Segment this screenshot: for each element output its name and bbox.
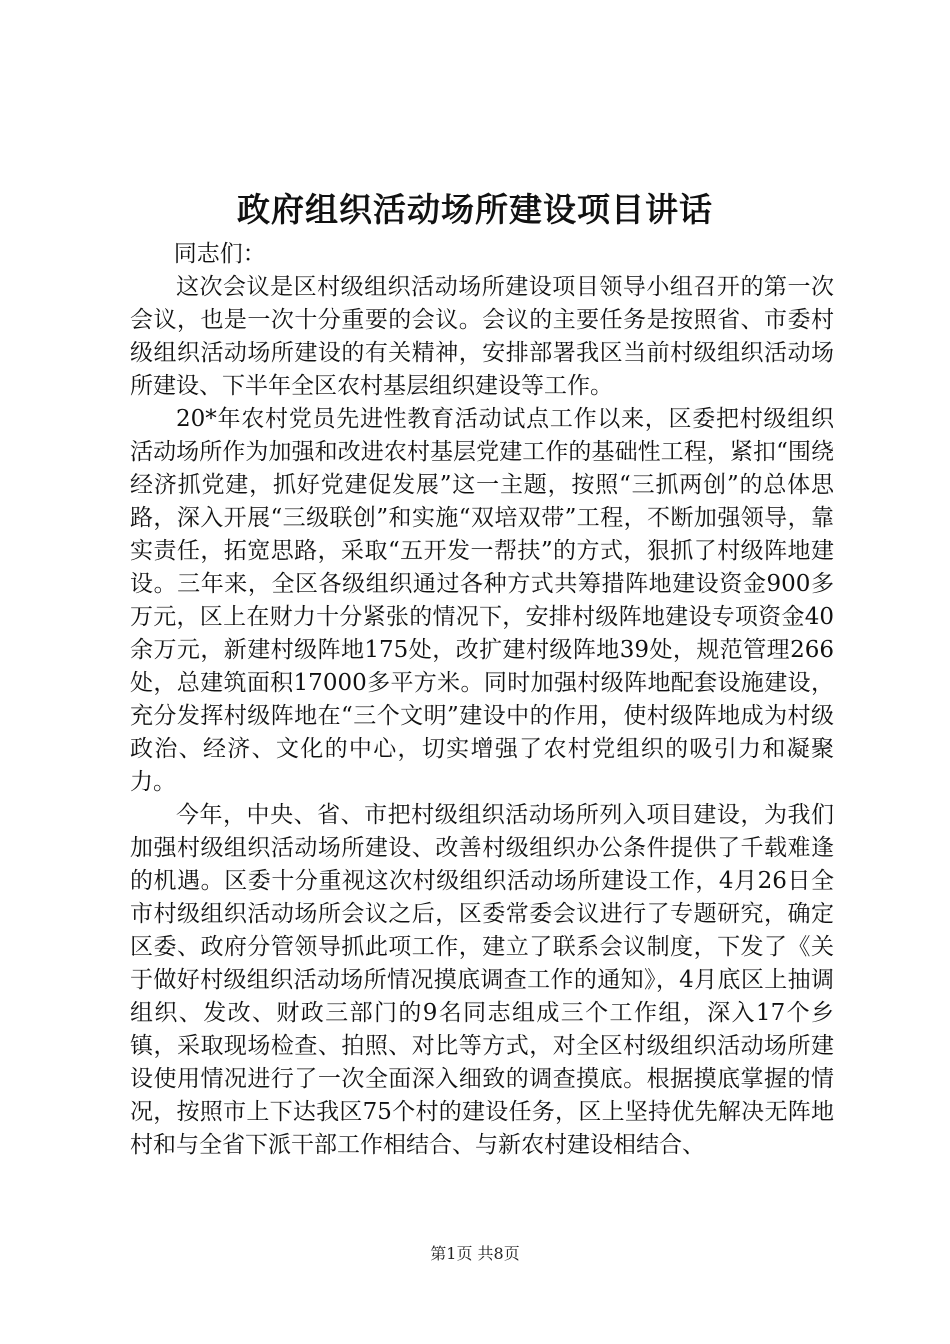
- paragraph-1: 这次会议是区村级组织活动场所建设项目领导小组召开的第一次会议，也是一次十分重要的会议。会议的主要任务是按照省、市委村级组织活动场所建设的有关精神，安排部署我区当前村级组织活动场所建设、下半年全区农村基层组织建设等工作。: [130, 274, 834, 399]
- document-body: [130, 238, 834, 1162]
- paragraph-2: 20*年农村党员先进性教育活动试点工作以来，区委把村级组织活动场所作为加强和改进农村基层党建工作的基础性工程，紧扣“围绕经济抓党建，抓好党建促发展”这一主题，按照“三抓两创”的总体思路，深入开展“三级联创”和实施“双培双带”工程，不断加强领导，靠实责任，拓宽思路，采取“五开发一帮扶”的方式，狠抓了村级阵地建设。三年来，全区各级组织通过各种方式共筹措阵地建设资金900多万元，区上在财力十分紧张的情况下，安排村级阵地建设专项资金40余万元，新建村级阵地175处，改扩建村级阵地39处，规范管理266处，总建筑面积17000多平方米。同时加强村级阵地配套设施建设，充分发挥村级阵地在“三个文明”建设中的作用，使村级阵地成为村级政治、经济、文化的中心，切实增强了农村党组织的吸引力和凝聚力。: [130, 406, 834, 795]
- salutation: 同志们：: [173, 241, 266, 267]
- document-title: 政府组织活动场所建设项目讲话: [237, 190, 713, 229]
- paragraph-3: 今年，中央、省、市把村级组织活动场所列入项目建设，为我们加强村级组织活动场所建设、改善村级组织办公条件提供了千载难逢的机遇。区委十分重视这次村级组织活动场所建设工作，4月26日全市村级组织活动场所会议之后，区委常委会议进行了专题研究，确定区委、政府分管领导抓此项工作，建立了联系会议制度，下发了《关于做好村级组织活动场所情况摸底调查工作的通知》，4月底区上抽调组织、发改、财政三部门的9名同志组成三个工作组，深入17个乡镇，采取现场检查、拍照、对比等方式，对全区村级组织活动场所建设使用情况进行了一次全面深入细致的调查摸底。根据摸底掌握的情况，按照市上下达我区75个村的建设任务，区上坚持优先解决无阵地村和与全省下派干部工作相结合、与新农村建设相结合、: [130, 802, 834, 1158]
- page-footer: 第1页 共8页: [430, 1244, 520, 1263]
